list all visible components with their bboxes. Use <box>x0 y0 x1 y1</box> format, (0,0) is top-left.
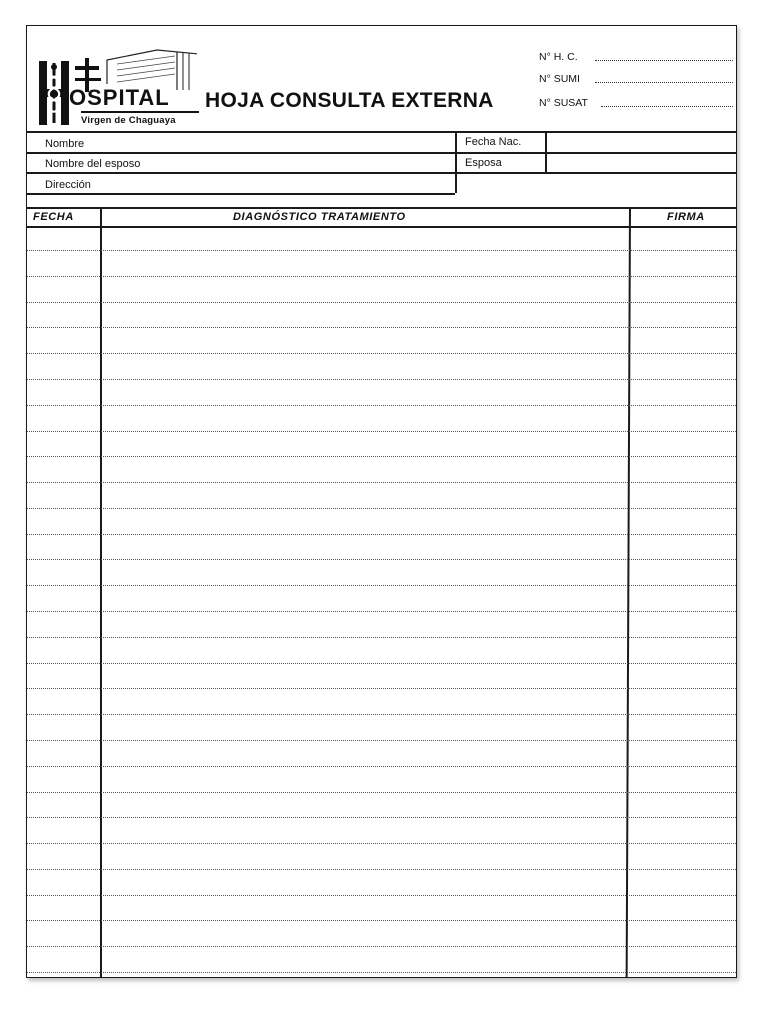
table-row[interactable] <box>27 302 736 303</box>
info-col-divider <box>455 131 457 193</box>
table-row[interactable] <box>27 585 736 586</box>
table-row[interactable] <box>27 482 736 483</box>
ref-sumi-blank <box>595 82 733 83</box>
table-row[interactable] <box>27 869 736 870</box>
table-row[interactable] <box>27 431 736 432</box>
table-row[interactable] <box>27 508 736 509</box>
table-row[interactable] <box>27 740 736 741</box>
logo-underline <box>81 111 199 113</box>
col-diagnostico-header: DIAGNÓSTICO TRATAMIENTO <box>233 211 406 223</box>
hospital-logo <box>39 44 199 130</box>
table-row[interactable] <box>27 843 736 844</box>
info-col-divider-2 <box>545 131 547 173</box>
table-row[interactable] <box>27 663 736 664</box>
caduceus-h-icon <box>39 61 69 125</box>
table-row[interactable] <box>27 250 736 251</box>
table-row[interactable] <box>27 559 736 560</box>
ref-sumi-field[interactable] <box>539 73 580 85</box>
table-row[interactable] <box>27 276 736 277</box>
nombre-label: Nombre <box>45 138 85 150</box>
ref-susat-label: N° SUSAT <box>539 97 588 109</box>
info-top-border <box>27 131 736 133</box>
table-row[interactable] <box>27 817 736 818</box>
ref-hc-field[interactable] <box>539 51 578 63</box>
table-row[interactable] <box>27 946 736 947</box>
table-row[interactable] <box>27 456 736 457</box>
ref-hc-blank <box>595 60 733 61</box>
table-row[interactable] <box>27 353 736 354</box>
fecha-nac-label: Fecha Nac. <box>465 136 522 148</box>
table-row[interactable] <box>27 688 736 689</box>
ref-hc-label: N° H. C. <box>539 51 578 63</box>
table-row[interactable] <box>27 792 736 793</box>
table-row[interactable] <box>27 405 736 406</box>
nombre-esposo-label: Nombre del esposo <box>45 158 141 170</box>
col-firma-header: FIRMA <box>667 211 705 223</box>
table-row[interactable] <box>27 534 736 535</box>
ref-susat-field[interactable] <box>539 97 588 109</box>
table-row[interactable] <box>27 972 736 973</box>
form-title: HOJA CONSULTA EXTERNA <box>205 89 494 112</box>
info-row2-border <box>27 172 736 174</box>
table-row[interactable] <box>27 611 736 612</box>
col-fecha-header: FECHA <box>33 211 74 223</box>
ref-sumi-label: N° SUMI <box>539 73 580 85</box>
col-divider-fecha <box>100 207 102 977</box>
direccion-label: Dirección <box>45 179 91 191</box>
table-row[interactable] <box>27 895 736 896</box>
info-row3-border <box>27 193 455 195</box>
logo-subtitle: Virgen de Chaguaya <box>81 115 176 126</box>
table-row[interactable] <box>27 920 736 921</box>
consultation-form-sheet <box>26 25 737 978</box>
table-row[interactable] <box>27 637 736 638</box>
ref-susat-blank <box>601 106 733 107</box>
table-row[interactable] <box>27 327 736 328</box>
table-row[interactable] <box>27 714 736 715</box>
table-row[interactable] <box>27 379 736 380</box>
table-row[interactable] <box>27 766 736 767</box>
info-row1-border <box>27 152 736 154</box>
esposa-label: Esposa <box>465 157 502 169</box>
logo-wordmark: OSPITAL <box>69 85 170 110</box>
col-divider-firma <box>626 207 631 977</box>
